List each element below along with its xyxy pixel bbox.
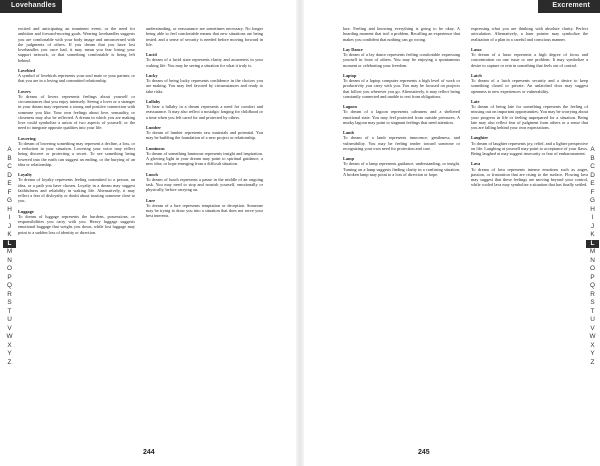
thumb-tab-p: P bbox=[7, 273, 12, 281]
entry-term: Lovebird bbox=[18, 67, 35, 73]
dictionary-entry bbox=[18, 89, 135, 131]
entry-term: Lamb bbox=[343, 130, 354, 135]
thumb-tab-o: O bbox=[590, 265, 595, 272]
entry-term: Lucky bbox=[146, 72, 158, 78]
thumb-tab-d: D bbox=[7, 171, 12, 179]
thumb-tab-y: Y bbox=[590, 350, 595, 357]
dictionary-entry bbox=[343, 26, 460, 42]
entry-term: Lure bbox=[146, 197, 155, 203]
entry-definition: To hear a lullaby in a dream represents a need for comfort and reassurance. It may also reflect a nostalgic longing for childhood or a time when you felt cared for and protected by others. bbox=[146, 104, 263, 120]
entry-definition: lure. Feeling and knowing everything is going to be okay. A hoarding moment that isn't a problem. Recalling an experience that makes you confident that nothing can go wrong. bbox=[343, 26, 460, 42]
entry-term: Lovers bbox=[18, 88, 31, 94]
entry-definition: To dream of lowering something may represent a decline, a loss, or a reduction in your situation. Lowering your voice may reflect being discreet or protecting a secret. To see something being lowered into the earth can suggest an ending, or the burying of an idea or relationship. bbox=[18, 140, 135, 167]
thumb-tab-y: Y bbox=[7, 350, 12, 357]
thumb-tab-g: G bbox=[7, 197, 12, 204]
thumb-tab-x: X bbox=[7, 341, 12, 349]
thumb-tab-n: N bbox=[590, 256, 595, 264]
thumb-tab-t: T bbox=[590, 307, 595, 315]
dictionary-entry bbox=[146, 172, 263, 193]
dictionary-entry bbox=[146, 73, 263, 94]
entry-term: Lucid bbox=[146, 52, 157, 57]
entry-term: Laptop bbox=[343, 72, 357, 78]
entry-term: Laughter bbox=[471, 135, 489, 141]
thumb-tab-m: M bbox=[589, 248, 596, 255]
thumb-tab-l: L bbox=[3, 240, 16, 249]
thumb-tab-j: J bbox=[7, 222, 12, 230]
entry-definition: To dream of loyalty represents feeling committed to a person, an idea, or a path you have chosen. Loyalty in a dream may suggest faithfulness and reliability in waking life. Alternatively, it may reflect a fear of disloyalty or doubt about trusting someone close to you. bbox=[18, 177, 135, 204]
thumb-tab-l: L bbox=[586, 240, 599, 249]
thumb-tab-a: A bbox=[7, 146, 12, 153]
dictionary-entry bbox=[471, 135, 588, 156]
entry-definition: To dream of a laptop computer represents a high level of work or productivity you carry with you. You may be focused on projects that follow you wherever you go. Alternatively, it may reflect being constantly connected and unable to rest from obligations. bbox=[343, 78, 460, 99]
dictionary-entry bbox=[18, 209, 135, 235]
right-running-header bbox=[538, 0, 600, 13]
thumb-tab-j: J bbox=[590, 222, 595, 230]
thumb-tab-d: D bbox=[590, 171, 595, 179]
thumb-tab-q: Q bbox=[590, 282, 595, 289]
dictionary-entry bbox=[343, 130, 460, 151]
right-page-number: 245 bbox=[418, 449, 430, 456]
entry-definition: To dream of a lure represents temptation or deception. Someone may be trying to draw you into a situation that does not serve your best interests. bbox=[146, 202, 263, 219]
dictionary-entry bbox=[343, 104, 460, 125]
entry-definition: To dream of being lucky represents confidence in the choices you are making. You may feel favored by circumstances and ready to take risks. bbox=[146, 78, 263, 94]
thumb-tab-o: O bbox=[7, 265, 12, 272]
thumb-tab-f: F bbox=[590, 188, 595, 196]
thumb-tab-i: I bbox=[591, 214, 594, 221]
entry-definition: To dream of laughter represents joy, relief, and a lighter perspective on life. Laughing at yourself may point to acceptance of your flaws. Being laughed at may suggest insecurity or fear of embarrassment. bbox=[471, 140, 588, 156]
entry-term: Luggage bbox=[18, 208, 34, 214]
right-page bbox=[300, 0, 600, 466]
left-page-number: 244 bbox=[143, 449, 155, 456]
entry-term: Latch bbox=[471, 72, 482, 78]
continued-paragraph bbox=[18, 26, 135, 63]
thumb-tab-r: R bbox=[7, 290, 12, 298]
thumb-tab-s: S bbox=[590, 299, 595, 306]
left-running-header bbox=[0, 0, 62, 13]
left-thumb-index bbox=[3, 146, 16, 367]
thumb-tab-w: W bbox=[589, 333, 596, 340]
entry-definition: To dream of a lagoon represents calmness and a sheltered emotional state. You may feel protected from outside pressures. A murky lagoon may point to stagnant feelings that need attention. bbox=[343, 109, 460, 125]
thumb-tab-h: H bbox=[590, 205, 595, 213]
dictionary-entry bbox=[18, 136, 135, 168]
dictionary-entry bbox=[343, 47, 460, 68]
entry-definition: To dream of being late for something represents the feeling of missing out on important opportunities. You may be worrying about your progress in life or feeling unprepared for a situation. Being late may also reflect fear of judgment from others or a sense that you are falling behind your own expectations. bbox=[471, 104, 588, 130]
thumb-tab-m: M bbox=[6, 248, 13, 255]
thumb-tab-h: H bbox=[7, 205, 12, 213]
thumb-tab-s: S bbox=[7, 299, 12, 306]
thumb-tab-k: K bbox=[590, 231, 595, 238]
dictionary-entry bbox=[471, 99, 588, 131]
entry-definition: To dream of a latch represents security and a desire to keep something closed or private. An unlatched door may suggest openness to new experiences or vulnerability. bbox=[471, 78, 588, 94]
entry-definition: A symbol of lovebirds represents your soul mate or your partner, or that you are in a loving and committed relationship. bbox=[18, 73, 135, 84]
entry-list bbox=[18, 68, 135, 235]
thumb-tab-b: B bbox=[590, 154, 595, 162]
thumb-tab-b: B bbox=[7, 154, 12, 162]
thumb-tab-i: I bbox=[8, 214, 11, 221]
thumb-tab-c: C bbox=[7, 163, 12, 170]
dictionary-entry bbox=[146, 198, 263, 219]
entry-definition: To dream of luggage represents the burdens, possessions, or responsibilities you carry with you. Heavy luggage suggests emotional baggage that weighs you down, while lost luggage may point to a sudden loss of identity or direction. bbox=[18, 213, 135, 235]
thumb-tab-v: V bbox=[590, 324, 595, 332]
right-header-text: Excrement bbox=[552, 2, 590, 9]
thumb-tab-u: U bbox=[7, 316, 12, 323]
thumb-tab-z: Z bbox=[7, 358, 12, 366]
left-column-1 bbox=[18, 26, 135, 438]
left-header-text: Lovehandles bbox=[11, 2, 56, 9]
entry-list bbox=[343, 26, 460, 177]
dictionary-entry bbox=[18, 68, 135, 84]
entry-term: Lumber bbox=[146, 124, 162, 130]
entry-term: Lasso bbox=[471, 46, 482, 52]
dictionary-entry bbox=[471, 161, 588, 187]
dictionary-entry bbox=[343, 156, 460, 177]
thumb-tab-u: U bbox=[590, 316, 595, 323]
entry-term: Luminous bbox=[146, 145, 165, 151]
entry-term: Lullaby bbox=[146, 98, 161, 104]
thumb-tab-k: K bbox=[7, 231, 12, 238]
entry-term: Loyalty bbox=[18, 172, 33, 177]
thumb-tab-f: F bbox=[7, 188, 12, 196]
entry-definition: To dream of lava represents intense emotions such as anger, passion, or frustration that are rising to the surface. Flowing lava may suggest that these feelings are moving beyond your control, while cooled lava may symbolize a situation that has finally settled. bbox=[471, 166, 588, 188]
thumb-tab-a: A bbox=[590, 146, 595, 153]
thumb-tab-t: T bbox=[7, 307, 12, 315]
thumb-tab-c: C bbox=[590, 163, 595, 170]
entry-term: Lamp bbox=[343, 156, 354, 161]
entry-definition: To dream of lovers represents feelings about yourself or circumstances that you enjoy intensely. Seeing a lover or a stranger in your dream may represent a strong and positive connection with someone you like. Your own feelings about love, sensuality, or closeness may also be reflected. A dream in which you are making love could symbolize a union of two aspects of yourself, or the need to integrate opposite qualities into your life. bbox=[18, 93, 135, 131]
entry-definition: To dream of a lucid state represents clarity and awareness in your waking life. You may be seeing a situation for what it truly is. bbox=[146, 57, 263, 68]
entry-definition: To dream of a lay dance represents feeling comfortable expressing yourself in front of others. You may be enjoying a spontaneous moment or celebrating your freedom. bbox=[343, 52, 460, 68]
entry-term: Lay Dance bbox=[343, 46, 363, 52]
entry-definition: To dream of lunch represents a pause in the middle of an ongoing task. You may need to stop and nourish yourself, emotionally or physically, before carrying on. bbox=[146, 176, 263, 193]
thumb-tab-v: V bbox=[7, 324, 12, 332]
entry-definition: To dream of lumber represents raw materials and potential. You may be building the foundation of a new project or relationship. bbox=[146, 130, 263, 141]
dictionary-entry bbox=[146, 99, 263, 120]
thumb-tab-w: W bbox=[6, 333, 13, 340]
entry-definition: To dream of something luminous represents insight and inspiration. A glowing light in your dream may point to spiritual guidance, a new idea, or hope emerging from a difficult situation. bbox=[146, 150, 263, 167]
entry-term: Late bbox=[471, 98, 480, 104]
thumb-tab-p: P bbox=[590, 273, 595, 281]
thumb-tab-q: Q bbox=[7, 282, 12, 289]
thumb-tab-e: E bbox=[7, 180, 12, 187]
dictionary-entry bbox=[471, 26, 588, 42]
entry-definition: To dream of a lamb represents innocence, gentleness, and vulnerability. You may be feeling tender toward someone or recognizing your own need for protection and care. bbox=[343, 135, 460, 151]
thumb-tab-n: N bbox=[7, 256, 12, 264]
dictionary-entry bbox=[146, 26, 263, 47]
left-column-2 bbox=[146, 26, 263, 438]
dictionary-entry bbox=[343, 73, 460, 99]
entry-definition: To dream of a lasso represents a high degree of focus and concentration on one issue or one problem. It may symbolize a desire to capture or rein in something that feels out of control. bbox=[471, 52, 588, 68]
dictionary-entry bbox=[146, 146, 263, 167]
right-column-2 bbox=[471, 26, 588, 438]
entry-term: Lagoon bbox=[343, 104, 357, 109]
entry-list bbox=[146, 26, 263, 219]
entry-term: Lava bbox=[471, 161, 481, 167]
entry-term: Lunch bbox=[146, 171, 158, 177]
right-column-1 bbox=[343, 26, 460, 438]
thumb-tab-g: G bbox=[590, 197, 595, 204]
thumb-tab-z: Z bbox=[590, 358, 595, 366]
thumb-tab-r: R bbox=[590, 290, 595, 298]
dictionary-entry bbox=[146, 125, 263, 141]
entry-definition: understanding, or reassurance are sometimes necessary. No longer being able to feel comfortable means that new situations are being tested, and a sense of security is needed before moving forward in life. bbox=[146, 26, 263, 47]
entry-term: Lowering bbox=[18, 135, 36, 141]
dictionary-entry bbox=[18, 172, 135, 204]
book-gutter bbox=[296, 0, 304, 466]
entry-definition: expressing what you are thinking with absolute clarity. Perfect articulation. Alternatively, a laser pointer may symbolize the realization of a plan in a careful and conscious manner. bbox=[471, 26, 588, 42]
dictionary-entry bbox=[471, 73, 588, 94]
thumb-tab-e: E bbox=[590, 180, 595, 187]
dictionary-entry bbox=[471, 47, 588, 68]
continued-text: excited and anticipating an imminent event, or the need for ambition and forward-moving goals. Wearing lovehandles suggests you are comfortable with your body image and unconcerned with the judgments of others. If you dream that you have lost lovehandles you once had, it may mean you fear losing your support network, or that something comfortable is being left behind. bbox=[18, 26, 135, 63]
dictionary-entry bbox=[146, 52, 263, 68]
thumb-tab-x: X bbox=[590, 341, 595, 349]
entry-definition: To dream of a lamp represents guidance, understanding, or insight. Turning on a lamp suggests finding clarity in a confusing situation. A broken lamp may point to a loss of direction or hope. bbox=[343, 161, 460, 177]
entry-list bbox=[471, 26, 588, 188]
